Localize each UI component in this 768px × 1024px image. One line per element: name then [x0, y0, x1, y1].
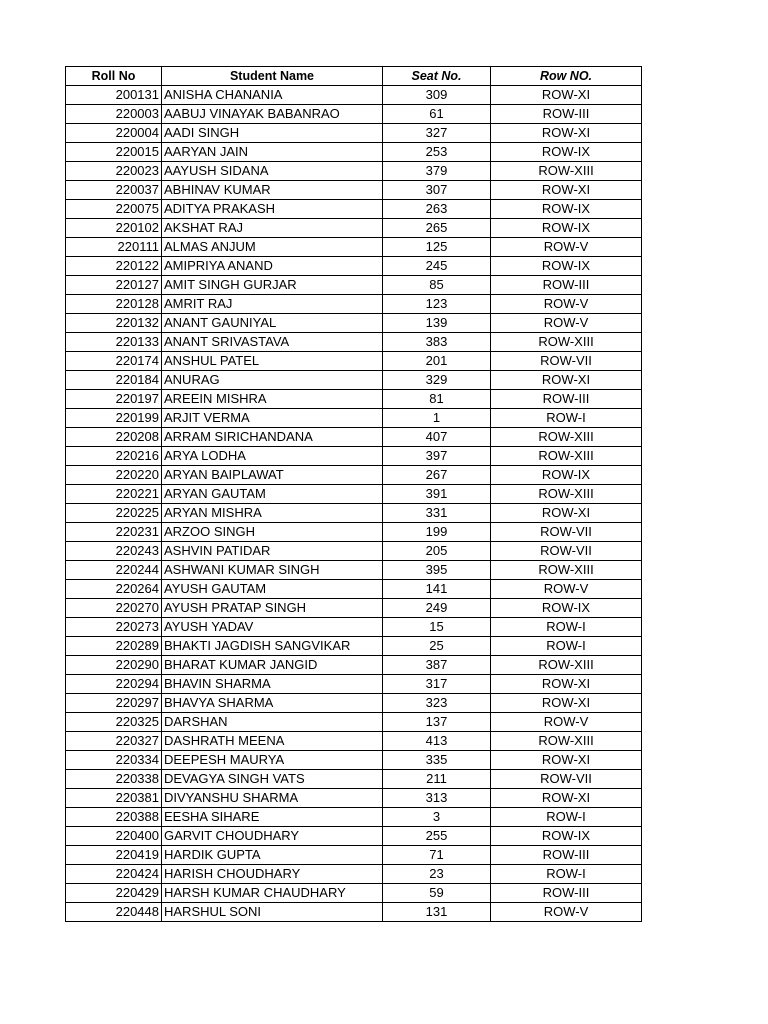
table-body — [66, 86, 642, 922]
roll-no-cell: 220199 — [66, 409, 162, 428]
table-row — [66, 371, 642, 390]
student-name-cell: AYUSH PRATAP SINGH — [162, 599, 383, 618]
seat-no-cell: 317 — [383, 675, 491, 694]
table-row — [66, 466, 642, 485]
roll-no-cell: 220289 — [66, 637, 162, 656]
student-name-cell: ARZOO SINGH — [162, 523, 383, 542]
student-name-cell: AYUSH GAUTAM — [162, 580, 383, 599]
roll-no-cell: 220133 — [66, 333, 162, 352]
row-no-cell: ROW-XI — [491, 86, 642, 105]
roll-no-cell: 220244 — [66, 561, 162, 580]
seat-no-cell: 81 — [383, 390, 491, 409]
header-seat-no: Seat No. — [383, 67, 491, 86]
student-name-cell: DIVYANSHU SHARMA — [162, 789, 383, 808]
table-row — [66, 181, 642, 200]
roll-no-cell: 220127 — [66, 276, 162, 295]
table-row — [66, 903, 642, 922]
roll-no-cell: 220111 — [66, 238, 162, 257]
student-name-cell: HARSH KUMAR CHAUDHARY — [162, 884, 383, 903]
roll-no-cell: 220388 — [66, 808, 162, 827]
row-no-cell: ROW-XI — [491, 694, 642, 713]
row-no-cell: ROW-XI — [491, 371, 642, 390]
student-name-cell: DASHRATH MEENA — [162, 732, 383, 751]
student-name-cell: BHAVYA SHARMA — [162, 694, 383, 713]
row-no-cell: ROW-XIII — [491, 732, 642, 751]
table-row — [66, 428, 642, 447]
seat-no-cell: 327 — [383, 124, 491, 143]
table-row — [66, 694, 642, 713]
roll-no-cell: 220338 — [66, 770, 162, 789]
row-no-cell: ROW-V — [491, 314, 642, 333]
roll-no-cell: 220448 — [66, 903, 162, 922]
table-row — [66, 675, 642, 694]
seating-table — [65, 66, 642, 922]
roll-no-cell: 220327 — [66, 732, 162, 751]
seat-no-cell: 141 — [383, 580, 491, 599]
table-row — [66, 770, 642, 789]
seat-no-cell: 313 — [383, 789, 491, 808]
student-name-cell: ASHVIN PATIDAR — [162, 542, 383, 561]
student-name-cell: AARYAN JAIN — [162, 143, 383, 162]
seat-no-cell: 249 — [383, 599, 491, 618]
table-row — [66, 314, 642, 333]
table-row — [66, 276, 642, 295]
seat-no-cell: 397 — [383, 447, 491, 466]
table-row — [66, 352, 642, 371]
student-name-cell: DARSHAN — [162, 713, 383, 732]
row-no-cell: ROW-XI — [491, 751, 642, 770]
table-row — [66, 732, 642, 751]
student-name-cell: ANURAG — [162, 371, 383, 390]
row-no-cell: ROW-XI — [491, 675, 642, 694]
row-no-cell: ROW-I — [491, 637, 642, 656]
row-no-cell: ROW-XIII — [491, 428, 642, 447]
student-name-cell: BHARAT KUMAR JANGID — [162, 656, 383, 675]
row-no-cell: ROW-I — [491, 808, 642, 827]
student-name-cell: AMIPRIYA ANAND — [162, 257, 383, 276]
roll-no-cell: 220003 — [66, 105, 162, 124]
table-row — [66, 884, 642, 903]
table-header — [66, 67, 642, 86]
seat-no-cell: 253 — [383, 143, 491, 162]
roll-no-cell: 220334 — [66, 751, 162, 770]
student-name-cell: ALMAS ANJUM — [162, 238, 383, 257]
roll-no-cell: 220174 — [66, 352, 162, 371]
seat-no-cell: 391 — [383, 485, 491, 504]
seat-no-cell: 267 — [383, 466, 491, 485]
table-row — [66, 257, 642, 276]
table-row — [66, 751, 642, 770]
row-no-cell: ROW-XIII — [491, 561, 642, 580]
seat-no-cell: 265 — [383, 219, 491, 238]
roll-no-cell: 220004 — [66, 124, 162, 143]
table-row — [66, 542, 642, 561]
seat-no-cell: 331 — [383, 504, 491, 523]
roll-no-cell: 220122 — [66, 257, 162, 276]
seat-no-cell: 71 — [383, 846, 491, 865]
seat-no-cell: 3 — [383, 808, 491, 827]
student-name-cell: ADITYA PRAKASH — [162, 200, 383, 219]
seat-no-cell: 137 — [383, 713, 491, 732]
seat-no-cell: 201 — [383, 352, 491, 371]
seat-no-cell: 407 — [383, 428, 491, 447]
student-name-cell: DEEPESH MAURYA — [162, 751, 383, 770]
table-row — [66, 656, 642, 675]
row-no-cell: ROW-XIII — [491, 162, 642, 181]
row-no-cell: ROW-XIII — [491, 447, 642, 466]
roll-no-cell: 220221 — [66, 485, 162, 504]
row-no-cell: ROW-IX — [491, 219, 642, 238]
table-row — [66, 504, 642, 523]
row-no-cell: ROW-XI — [491, 789, 642, 808]
row-no-cell: ROW-V — [491, 713, 642, 732]
seat-no-cell: 61 — [383, 105, 491, 124]
row-no-cell: ROW-IX — [491, 466, 642, 485]
roll-no-cell: 220243 — [66, 542, 162, 561]
row-no-cell: ROW-V — [491, 903, 642, 922]
table-row — [66, 523, 642, 542]
row-no-cell: ROW-III — [491, 884, 642, 903]
student-name-cell: AMRIT RAJ — [162, 295, 383, 314]
table-row — [66, 865, 642, 884]
row-no-cell: ROW-XI — [491, 181, 642, 200]
roll-no-cell: 220400 — [66, 827, 162, 846]
header-roll-no: Roll No — [66, 67, 162, 86]
student-name-cell: ANISHA CHANANIA — [162, 86, 383, 105]
student-name-cell: ASHWANI KUMAR SINGH — [162, 561, 383, 580]
roll-no-cell: 220270 — [66, 599, 162, 618]
seat-no-cell: 131 — [383, 903, 491, 922]
roll-no-cell: 220381 — [66, 789, 162, 808]
roll-no-cell: 220208 — [66, 428, 162, 447]
row-no-cell: ROW-V — [491, 295, 642, 314]
table-row — [66, 86, 642, 105]
table-row — [66, 124, 642, 143]
student-name-cell: ARYAN BAIPLAWAT — [162, 466, 383, 485]
row-no-cell: ROW-IX — [491, 257, 642, 276]
table-row — [66, 808, 642, 827]
roll-no-cell: 220294 — [66, 675, 162, 694]
roll-no-cell: 220128 — [66, 295, 162, 314]
student-name-cell: AKSHAT RAJ — [162, 219, 383, 238]
student-name-cell: ARJIT VERMA — [162, 409, 383, 428]
student-name-cell: ANANT GAUNIYAL — [162, 314, 383, 333]
roll-no-cell: 220216 — [66, 447, 162, 466]
student-name-cell: ARYAN GAUTAM — [162, 485, 383, 504]
table-row — [66, 618, 642, 637]
student-name-cell: ABHINAV KUMAR — [162, 181, 383, 200]
row-no-cell: ROW-V — [491, 238, 642, 257]
student-name-cell: AABUJ VINAYAK BABANRAO — [162, 105, 383, 124]
row-no-cell: ROW-VII — [491, 523, 642, 542]
student-name-cell: ANANT SRIVASTAVA — [162, 333, 383, 352]
seat-no-cell: 25 — [383, 637, 491, 656]
roll-no-cell: 220015 — [66, 143, 162, 162]
row-no-cell: ROW-XIII — [491, 333, 642, 352]
roll-no-cell: 220424 — [66, 865, 162, 884]
table-row — [66, 238, 642, 257]
student-name-cell: ARRAM SIRICHANDANA — [162, 428, 383, 447]
roll-no-cell: 220197 — [66, 390, 162, 409]
table-row — [66, 713, 642, 732]
row-no-cell: ROW-XI — [491, 124, 642, 143]
roll-no-cell: 220429 — [66, 884, 162, 903]
roll-no-cell: 220273 — [66, 618, 162, 637]
roll-no-cell: 220225 — [66, 504, 162, 523]
seat-no-cell: 139 — [383, 314, 491, 333]
roll-no-cell: 220290 — [66, 656, 162, 675]
roll-no-cell: 220264 — [66, 580, 162, 599]
seat-no-cell: 125 — [383, 238, 491, 257]
student-name-cell: DEVAGYA SINGH VATS — [162, 770, 383, 789]
table-row — [66, 143, 642, 162]
row-no-cell: ROW-III — [491, 846, 642, 865]
student-name-cell: GARVIT CHOUDHARY — [162, 827, 383, 846]
row-no-cell: ROW-IX — [491, 599, 642, 618]
seat-no-cell: 245 — [383, 257, 491, 276]
roll-no-cell: 220132 — [66, 314, 162, 333]
seat-no-cell: 205 — [383, 542, 491, 561]
seat-no-cell: 263 — [383, 200, 491, 219]
roll-no-cell: 200131 — [66, 86, 162, 105]
row-no-cell: ROW-VII — [491, 352, 642, 371]
roll-no-cell: 220220 — [66, 466, 162, 485]
table-row — [66, 409, 642, 428]
table-row — [66, 580, 642, 599]
row-no-cell: ROW-III — [491, 105, 642, 124]
seat-no-cell: 307 — [383, 181, 491, 200]
table-row — [66, 846, 642, 865]
seat-no-cell: 413 — [383, 732, 491, 751]
student-name-cell: ARYA LODHA — [162, 447, 383, 466]
row-no-cell: ROW-I — [491, 618, 642, 637]
student-name-cell: HARISH CHOUDHARY — [162, 865, 383, 884]
row-no-cell: ROW-I — [491, 409, 642, 428]
table-row — [66, 295, 642, 314]
row-no-cell: ROW-VII — [491, 542, 642, 561]
student-name-cell: EESHA SIHARE — [162, 808, 383, 827]
row-no-cell: ROW-XI — [491, 504, 642, 523]
row-no-cell: ROW-IX — [491, 200, 642, 219]
seat-no-cell: 15 — [383, 618, 491, 637]
seat-no-cell: 1 — [383, 409, 491, 428]
table-row — [66, 447, 642, 466]
seat-no-cell: 329 — [383, 371, 491, 390]
seat-no-cell: 59 — [383, 884, 491, 903]
row-no-cell: ROW-III — [491, 276, 642, 295]
table-row — [66, 390, 642, 409]
seat-no-cell: 199 — [383, 523, 491, 542]
student-name-cell: ANSHUL PATEL — [162, 352, 383, 371]
header-row-no: Row NO. — [491, 67, 642, 86]
seat-no-cell: 383 — [383, 333, 491, 352]
roll-no-cell: 220102 — [66, 219, 162, 238]
row-no-cell: ROW-IX — [491, 827, 642, 846]
row-no-cell: ROW-V — [491, 580, 642, 599]
roll-no-cell: 220037 — [66, 181, 162, 200]
roll-no-cell: 220297 — [66, 694, 162, 713]
header-student-name: Student Name — [162, 67, 383, 86]
roll-no-cell: 220325 — [66, 713, 162, 732]
table-row — [66, 599, 642, 618]
student-name-cell: HARDIK GUPTA — [162, 846, 383, 865]
row-no-cell: ROW-XIII — [491, 656, 642, 675]
roll-no-cell: 220231 — [66, 523, 162, 542]
student-name-cell: BHAKTI JAGDISH SANGVIKAR — [162, 637, 383, 656]
roll-no-cell: 220023 — [66, 162, 162, 181]
seat-no-cell: 123 — [383, 295, 491, 314]
row-no-cell: ROW-VII — [491, 770, 642, 789]
student-name-cell: BHAVIN SHARMA — [162, 675, 383, 694]
student-name-cell: AAYUSH SIDANA — [162, 162, 383, 181]
seat-no-cell: 395 — [383, 561, 491, 580]
seat-no-cell: 23 — [383, 865, 491, 884]
table-row — [66, 219, 642, 238]
table-row — [66, 561, 642, 580]
table-row — [66, 485, 642, 504]
roll-no-cell: 220075 — [66, 200, 162, 219]
roll-no-cell: 220184 — [66, 371, 162, 390]
table-row — [66, 827, 642, 846]
seat-no-cell: 335 — [383, 751, 491, 770]
seat-no-cell: 387 — [383, 656, 491, 675]
seat-no-cell: 309 — [383, 86, 491, 105]
student-name-cell: AREEIN MISHRA — [162, 390, 383, 409]
table-row — [66, 333, 642, 352]
row-no-cell: ROW-III — [491, 390, 642, 409]
seat-no-cell: 323 — [383, 694, 491, 713]
table-row — [66, 789, 642, 808]
seat-no-cell: 379 — [383, 162, 491, 181]
row-no-cell: ROW-I — [491, 865, 642, 884]
row-no-cell: ROW-IX — [491, 143, 642, 162]
student-name-cell: AYUSH YADAV — [162, 618, 383, 637]
student-name-cell: HARSHUL SONI — [162, 903, 383, 922]
header-row — [66, 67, 642, 86]
table-row — [66, 637, 642, 656]
student-name-cell: AADI SINGH — [162, 124, 383, 143]
student-name-cell: AMIT SINGH GURJAR — [162, 276, 383, 295]
roll-no-cell: 220419 — [66, 846, 162, 865]
row-no-cell: ROW-XIII — [491, 485, 642, 504]
student-name-cell: ARYAN MISHRA — [162, 504, 383, 523]
seat-no-cell: 255 — [383, 827, 491, 846]
table-row — [66, 162, 642, 181]
seat-no-cell: 85 — [383, 276, 491, 295]
table-row — [66, 105, 642, 124]
table-row — [66, 200, 642, 219]
seat-no-cell: 211 — [383, 770, 491, 789]
